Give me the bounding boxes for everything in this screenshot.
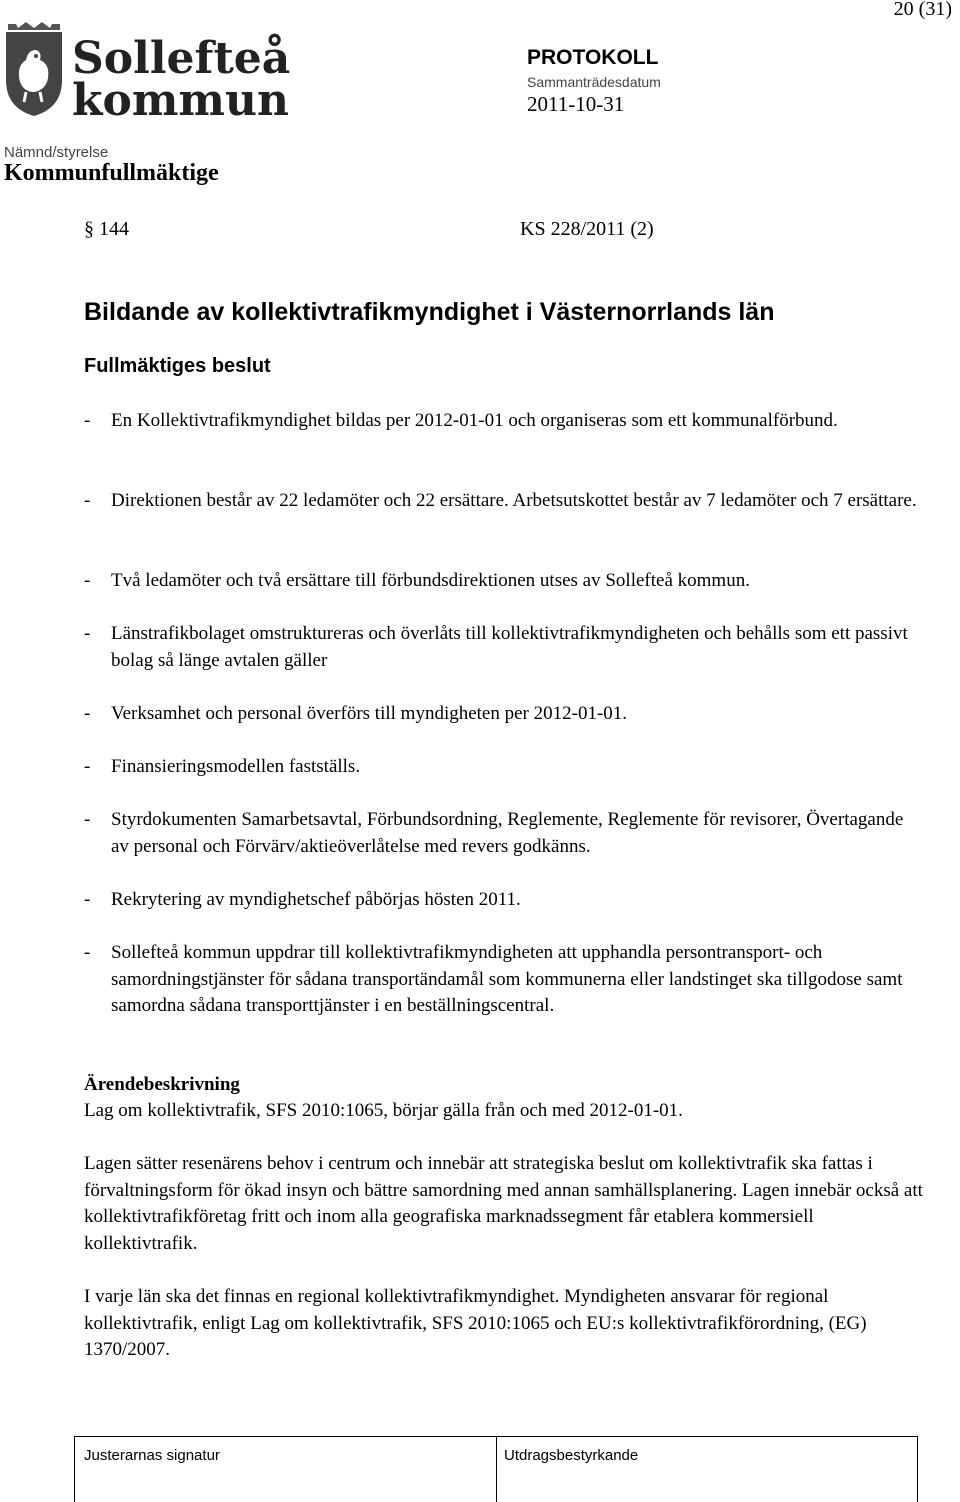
page-number: 20 (31) <box>893 0 952 20</box>
page-title: Bildande av kollektivtrafikmyndighet i Västernorrlands län <box>84 298 775 326</box>
municipality-logo <box>0 20 291 126</box>
list-item: - Styrdokumenten Samarbetsavtal, Förbundsordning, Reglemente, Reglemente för revisorer, Övertagande av personal och Förvärv/aktieöverlåtelse med revers godkänns. <box>84 809 904 857</box>
description-paragraph: I varje län ska det finnas en regional kollektivtrafikmyndighet. Myndigheten ansvarar för regional kollektivtrafik, enligt Lag om kollektivtrafik, SFS 2010:1065 och EU:s kollektivtrafikförordning, (EG) 1370/2007. <box>84 1286 867 1360</box>
list-item: - Verksamhet och personal överförs till myndigheten per 2012-01-01. <box>84 703 628 724</box>
logo-line-1: Sollefteå <box>72 33 291 84</box>
list-item: - Två ledamöter och två ersättare till förbundsdirektionen utses av Sollefteå kommun. <box>84 570 750 591</box>
section-number: § 144 <box>84 218 129 240</box>
logo-line-2: kommun <box>72 75 289 126</box>
description-heading: Ärendebeskrivning <box>84 1074 240 1095</box>
meeting-date: 2011-10-31 <box>527 92 625 116</box>
description-paragraph: Lag om kollektivtrafik, SFS 2010:1065, börjar gälla från och med 2012-01-01. <box>84 1100 683 1121</box>
case-number: KS 228/2011 (2) <box>520 218 654 240</box>
coat-of-arms-icon <box>2 20 66 120</box>
extract-label: Utdragsbestyrkande <box>504 1447 639 1464</box>
footer-right-border <box>917 1436 918 1502</box>
meeting-date-label: Sammanträdesdatum <box>527 74 661 90</box>
protocol-title: PROTOKOLL <box>527 46 659 69</box>
signature-label: Justerarnas signatur <box>84 1447 220 1464</box>
description-paragraph: Lagen sätter resenärens behov i centrum och innebär att strategiska beslut om kollektivtrafik ska fattas i förvaltningsform för ökad insyn och bättre samordning med annan samhällsplanering. Lagen innebär också att kollektivtrafikföretag fritt och inom alla geografiska marknadssegment får etablera kommersiell kollektivtrafik. <box>84 1153 923 1254</box>
logo-wordmark <box>72 33 291 126</box>
org-name: Kommunfullmäktige <box>4 160 219 186</box>
decision-list <box>84 408 924 1360</box>
list-item: - Länstrafikbolaget omstruktureras och överlåts till kollektivtrafikmyndigheten och behålls som ett passivt bolag så länge avtalen gäller <box>84 623 908 671</box>
list-item: - Rekrytering av myndighetschef påbörjas hösten 2011. <box>84 889 521 910</box>
decision-heading: Fullmäktiges beslut <box>84 355 271 377</box>
list-item: - Finansieringsmodellen fastställs. <box>84 756 361 777</box>
org-label: Nämnd/styrelse <box>4 144 109 161</box>
list-item: - Direktionen består av 22 ledamöter och 22 ersättare. Arbetsutskottet består av 7 ledamöter och 7 ersättare. <box>84 490 917 511</box>
footer-divider <box>496 1436 497 1502</box>
list-item: - Sollefteå kommun uppdrar till kollektivtrafikmyndigheten att upphandla persontransport- och samordningstjänster för sådana transportändamål som kommunerna eller landstinget ska tillgodose samt samordna sådana transporttjänster i en beställningscentral. <box>84 942 903 1016</box>
list-item: - En Kollektivtrafikmyndighet bildas per 2012-01-01 och organiseras som ett kommunalförbund. <box>84 410 838 431</box>
